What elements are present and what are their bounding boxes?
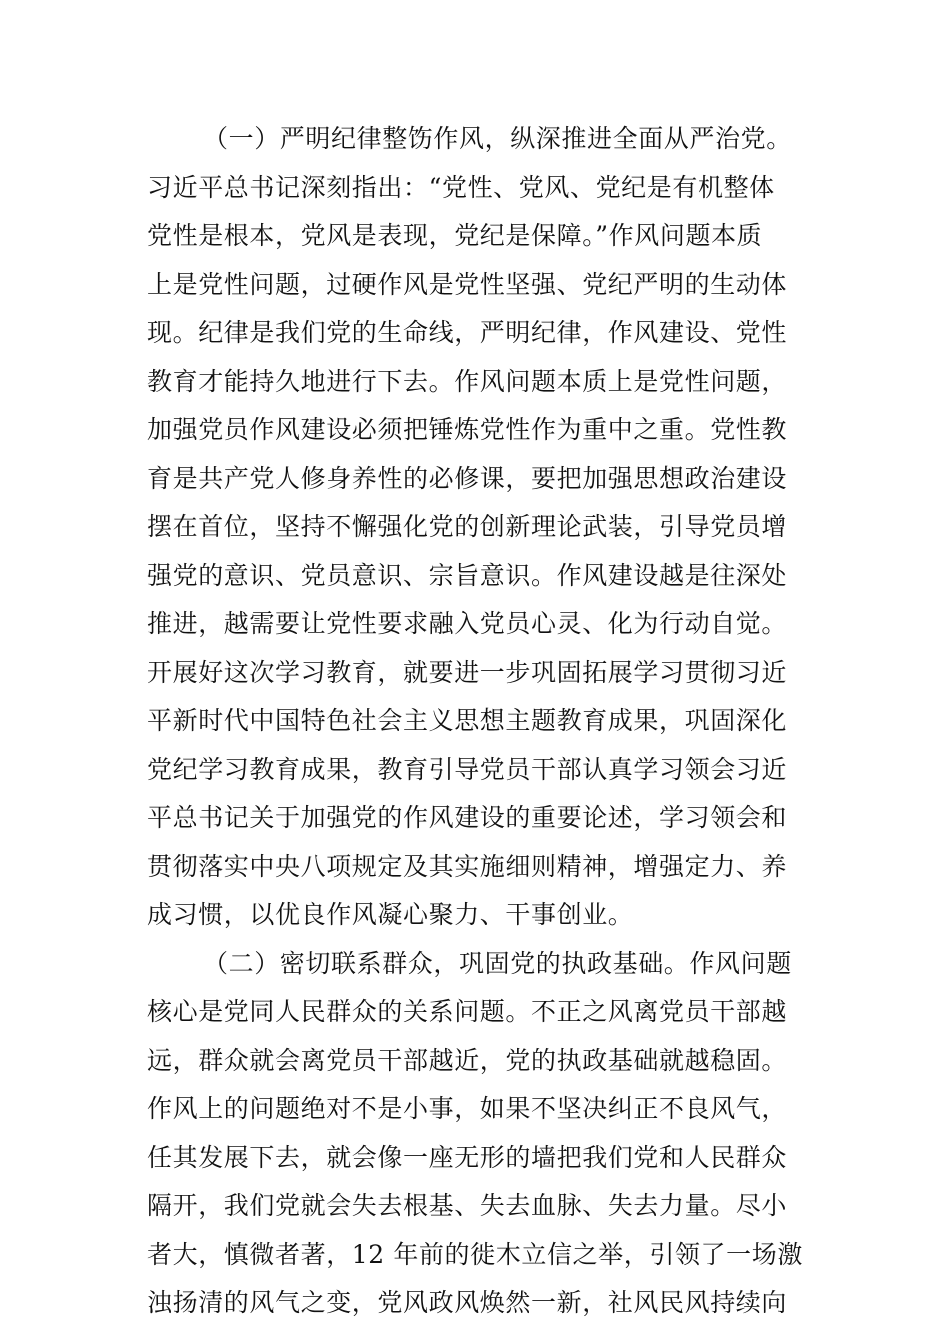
text-line: 浊扬清的风气之变，党风政风焕然一新，社风民风持续向 bbox=[147, 1288, 788, 1317]
section-heading-2: （二）密切联系群众，巩固党的执政基础。作风问题 bbox=[203, 948, 792, 978]
text-line: 作风上的问题绝对不是小事，如果不坚决纠正不良风气， bbox=[147, 1094, 788, 1123]
text-line: 上是党性问题，过硬作风是党性坚强、党纪严明的生动体 bbox=[147, 269, 788, 299]
text-line: 加强党员作风建设必须把锤炼党性作为重中之重。党性教 bbox=[147, 415, 788, 444]
text-line: 成习惯，以优良作风凝心聚力、干事创业。 bbox=[147, 900, 634, 929]
text-line: 平总书记关于加强党的作风建设的重要论述，学习领会和 bbox=[147, 803, 788, 832]
section-heading-1: （一）严明纪律整饬作风，纵深推进全面从严治党。 bbox=[203, 124, 792, 153]
text-line: 习近平总书记深刻指出：“党性、党风、党纪是有机整体 bbox=[147, 172, 775, 202]
text-line: 者大，慎微者著，12 年前的徙木立信之举，引领了一场激 bbox=[147, 1239, 803, 1269]
text-line: 隔开，我们党就会失去根基、失去血脉、失去力量。尽小 bbox=[147, 1191, 788, 1220]
text-line: 强党的意识、党员意识、宗旨意识。作风建设越是往深处 bbox=[147, 560, 788, 590]
text-line: 任其发展下去，就会像一座无形的墙把我们党和人民群众 bbox=[147, 1142, 788, 1172]
text-line: 现。纪律是我们党的生命线，严明纪律，作风建设、党性 bbox=[147, 318, 788, 347]
text-line: 核心是党同人民群众的关系问题。不正之风离党员干部越 bbox=[147, 997, 788, 1026]
text-line: 平新时代中国特色社会主义思想主题教育成果，巩固深化 bbox=[147, 706, 788, 735]
text-line: 党纪学习教育成果，教育引导党员干部认真学习领会习近 bbox=[147, 754, 788, 784]
body-text bbox=[147, 115, 811, 1328]
text-line: 教育才能持久地进行下去。作风问题本质上是党性问题， bbox=[147, 366, 788, 396]
text-line: 贯彻落实中央八项规定及其实施细则精神，增强定力、养 bbox=[147, 851, 788, 881]
text-line: 推进，越需要让党性要求融入党员心灵、化为行动自觉。 bbox=[147, 609, 788, 638]
text-line: 开展好这次学习教育，就要进一步巩固拓展学习贯彻习近 bbox=[147, 657, 788, 687]
text-line: 党性是根本，党风是表现，党纪是保障。”作风问题本质 bbox=[147, 221, 763, 250]
text-line: 摆在首位，坚持不懈强化党的创新理论武装，引导党员增 bbox=[147, 512, 788, 541]
text-line: 育是共产党人修身养性的必修课，要把加强思想政治建设 bbox=[147, 463, 788, 493]
text-line: 远，群众就会离党员干部越近，党的执政基础就越稳固。 bbox=[147, 1045, 788, 1075]
